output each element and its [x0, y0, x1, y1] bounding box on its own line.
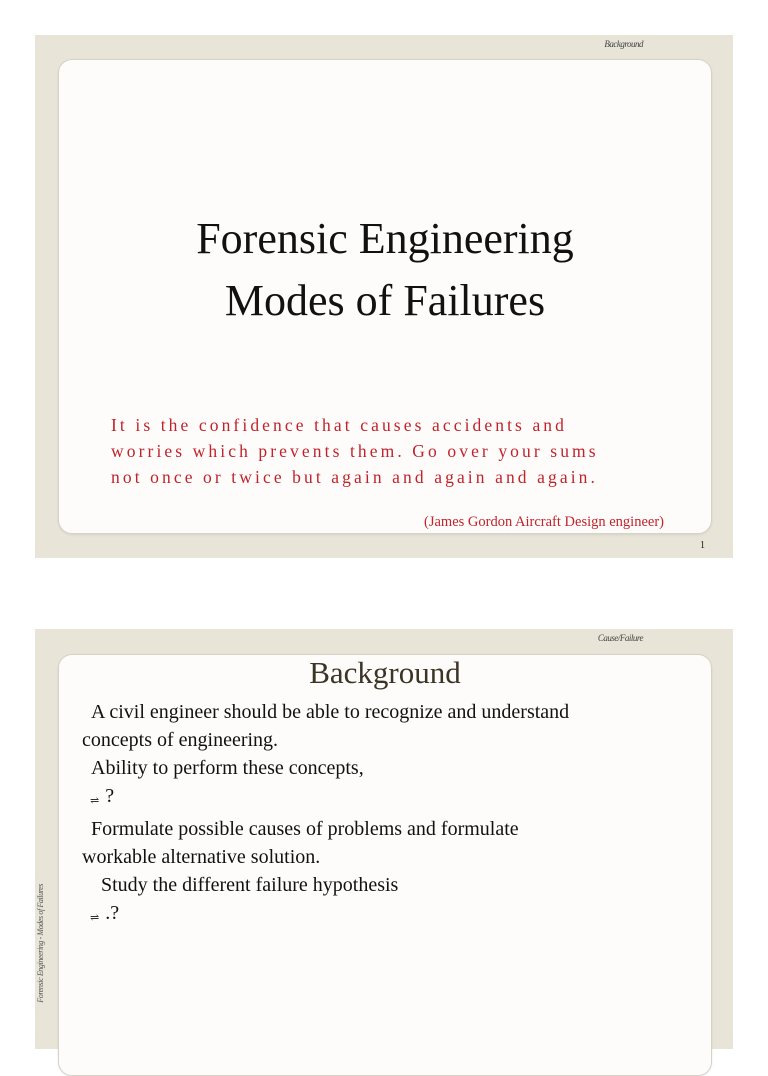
slide-heading: Background [309, 655, 461, 690]
body-line [82, 726, 702, 754]
title-line-2: Modes of Failures [224, 276, 546, 325]
slide-corner-label: Cause/Failure [597, 633, 643, 643]
body-line [82, 899, 702, 932]
body-line-text: workable alternative solution. [82, 846, 321, 868]
body-line-text: concepts of engineering. [82, 729, 279, 751]
body-line-text: Formulate possible causes of problems and formulate [91, 818, 519, 840]
body-line [82, 698, 702, 726]
quote-line-1: It is the confidence that causes accidents and [111, 415, 568, 435]
page-number: 1 [700, 540, 705, 551]
slide-2 [35, 629, 733, 1049]
body-line-text: A civil engineer should be able to recognize and understand [91, 701, 570, 723]
quote [111, 412, 671, 490]
body-line [82, 754, 702, 782]
body-line [82, 871, 702, 899]
slide-body [82, 698, 702, 932]
equilibrium-arrow-icon: ⇌ [90, 912, 100, 924]
slide-1 [35, 35, 733, 558]
slide-card [58, 654, 712, 1076]
body-line-text: Ability to perform these concepts, [91, 757, 364, 779]
side-label: Forensic Engineering - Modes of Failures [36, 884, 45, 1003]
quote-line-3: not once or twice but again and again and again. [111, 467, 599, 487]
slide-corner-label: Background [604, 39, 643, 49]
body-line [82, 843, 702, 871]
slide-card [58, 59, 712, 534]
quote-attribution: (James Gordon Aircraft Design engineer) [424, 514, 664, 530]
slide-title [59, 208, 711, 332]
body-line-text: ? [105, 785, 115, 807]
body-line-text: Study the different failure hypothesis [91, 874, 399, 896]
body-line-text: .? [105, 902, 120, 924]
body-line [82, 815, 702, 843]
title-line-1: Forensic Engineering [196, 214, 574, 263]
equilibrium-arrow-icon: ⇌ [90, 795, 100, 807]
quote-line-2: worries which prevents them. Go over your sums [111, 441, 599, 461]
body-line [82, 782, 702, 815]
